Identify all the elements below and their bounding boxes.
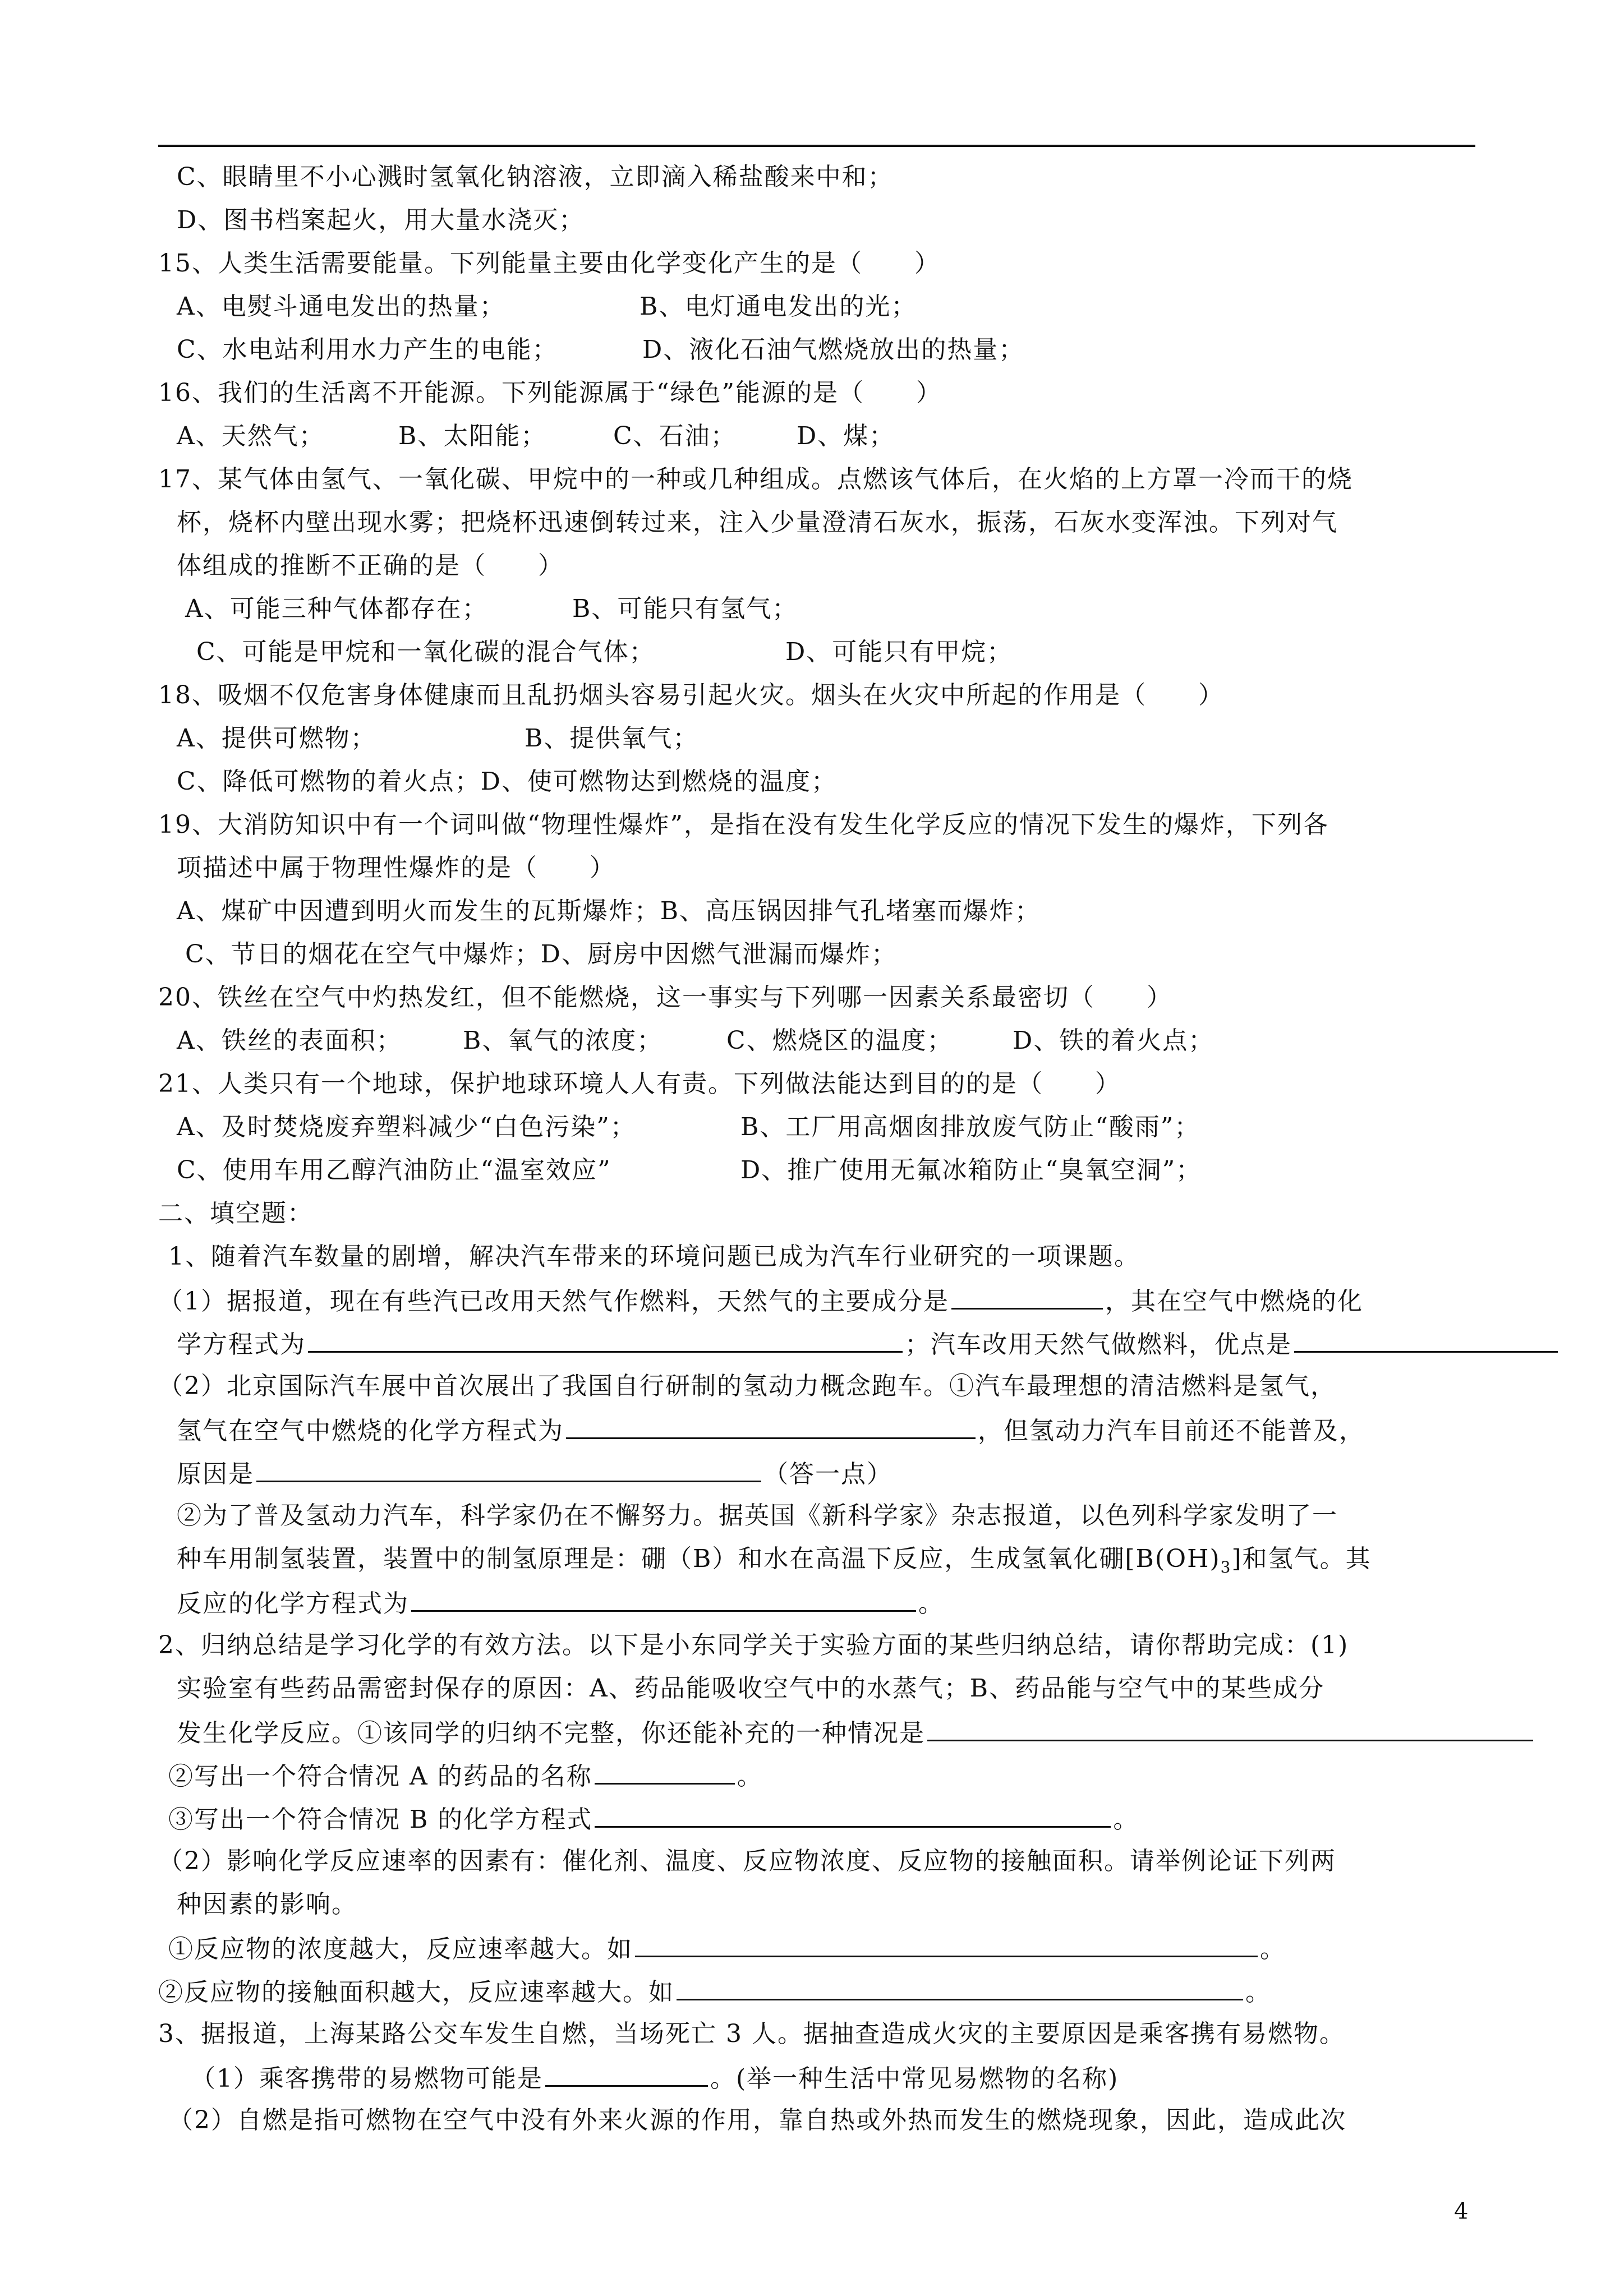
- fill-q1-part2-line5: [177, 1542, 1372, 1576]
- text-segment: 反应的化学方程式为: [177, 1589, 409, 1618]
- q19-stem-line2: 项描述中属于物理性爆炸的是（ ）: [177, 854, 615, 882]
- text-segment: ②写出一个符合情况 A 的药品的名称: [168, 1762, 592, 1791]
- answer-blank[interactable]: [635, 1931, 1258, 1957]
- fill-q1-part1-line1: [158, 1283, 1363, 1317]
- text-segment: （1）乘客携带的易燃物可能是: [191, 2064, 543, 2093]
- q20-stem: 20、铁丝在空气中灼热发红，但不能燃烧，这一事实与下列哪一因素关系最密切（ ）: [158, 983, 1172, 1012]
- text-segment: 。(举一种生活中常见易燃物的名称): [710, 2064, 1119, 2093]
- q21-stem: 21、人类只有一个地球，保护地球环境人人有责。下列做法能达到目的的是（ ）: [158, 1069, 1121, 1098]
- fill-q1-part2-line1: （2）北京国际汽车展中首次展出了我国自行研制的氢动力概念跑车。①汽车最理想的清洁燃料是氢气，: [158, 1372, 1336, 1400]
- q18-stem: 18、吸烟不仅危害身体健康而且乱扔烟头容易引起火灾。烟头在火灾中所起的作用是（ ）: [158, 681, 1224, 709]
- q21-option-a: A、及时焚烧废弃塑料减少“白色污染”；: [177, 1113, 636, 1141]
- q17-stem-line3: 体组成的推断不正确的是（ ）: [177, 551, 564, 580]
- answer-blank[interactable]: [927, 1715, 1533, 1741]
- q17-option-b: B、可能只有氢气；: [572, 594, 798, 623]
- q20-option-b: B、氧气的浓度；: [463, 1026, 663, 1055]
- text-segment: 种车用制氢装置，装置中的制氢原理是：硼（B）和水在高温下反应，生成氢氧化硼[B(OH): [177, 1545, 1221, 1573]
- section-heading-fill-blank: 二、填空题：: [158, 1199, 313, 1228]
- q20-option-d: D、铁的着火点；: [1013, 1026, 1214, 1055]
- fill-q1-stem: 1、随着汽车数量的剧增，解决汽车带来的环境问题已成为汽车行业研究的一项课题。: [168, 1242, 1140, 1271]
- fill-q2-part2-line2: 种因素的影响。: [177, 1890, 357, 1919]
- q17-option-a: A、可能三种气体都存在；: [185, 594, 488, 623]
- q14-option-d: D、图书档案起火，用大量水浇灭；: [177, 206, 585, 234]
- fill-q1-part1-line2: [177, 1326, 1560, 1360]
- q20-option-a: A、铁丝的表面积；: [177, 1026, 402, 1055]
- q16-stem: 16、我们的生活离不开能源。下列能源属于“绿色”能源的是（ ）: [158, 379, 942, 407]
- q18-options-cd: C、降低可燃物的着火点；D、使可燃物达到燃烧的温度；: [177, 767, 837, 796]
- q16-option-b: B、太阳能；: [398, 422, 547, 450]
- q15-option-d: D、液化石油气燃烧放出的热量；: [642, 335, 1025, 364]
- q17-option-c: C、可能是甲烷和一氧化碳的混合气体；: [196, 638, 655, 666]
- answer-blank[interactable]: [411, 1585, 916, 1612]
- answer-blank[interactable]: [595, 1801, 1111, 1828]
- text-segment: ]和氢气。其: [1231, 1545, 1372, 1573]
- q18-option-a: A、提供可燃物；: [177, 724, 376, 753]
- q16-option-c: C、石油；: [613, 422, 737, 450]
- text-segment: 。: [1245, 1978, 1271, 2007]
- fill-q2-stem-line2: 实验室有些药品需密封保存的原因：A、药品能吸收空气中的水蒸气；B、药品能与空气中的某些成分: [177, 1674, 1325, 1703]
- answer-blank[interactable]: [595, 1758, 735, 1785]
- q15-option-c: C、水电站利用水力产生的电能；: [177, 335, 558, 364]
- answer-blank[interactable]: [677, 1974, 1243, 2000]
- fill-q2-item2: [168, 1758, 763, 1792]
- q17-stem-line2: 杯，烧杯内壁出现水雾；把烧杯迅速倒转过来，注入少量澄清石灰水，振荡，石灰水变浑浊。下列对气: [177, 508, 1338, 537]
- text-segment: ③写出一个符合情况 B 的化学方程式: [168, 1805, 593, 1834]
- text-segment: ②反应物的接触面积越大，反应速率越大。如: [158, 1978, 674, 2007]
- q18-option-b: B、提供氧气；: [525, 724, 699, 753]
- fill-q3-stem: 3、据报道，上海某路公交车发生自燃，当场死亡 3 人。据抽查造成火灾的主要原因是乘客携有易燃物。: [158, 2020, 1345, 2048]
- fill-q1-part2-line6: [177, 1585, 944, 1619]
- q17-stem-line1: 17、某气体由氢气、一氧化碳、甲烷中的一种或几种组成。点燃该气体后，在火焰的上方罩一冷而干的烧: [158, 465, 1353, 494]
- answer-blank[interactable]: [308, 1326, 903, 1353]
- page-number: 4: [1454, 2198, 1469, 2224]
- q15-stem: 15、人类生活需要能量。下列能量主要由化学变化产生的是（ ）: [158, 249, 940, 278]
- fill-q1-part2-line2: [177, 1413, 1365, 1446]
- text-segment: ，但氢动力汽车目前还不能普及，: [978, 1417, 1365, 1445]
- q16-option-d: D、煤；: [797, 422, 895, 450]
- text-segment: 。: [1260, 1935, 1286, 1963]
- text-segment: 。: [1113, 1805, 1139, 1834]
- answer-blank[interactable]: [566, 1413, 976, 1439]
- fill-q2-part2-item1: [168, 1931, 1286, 1965]
- fill-q1-part2-line4: ②为了普及氢动力汽车，科学家仍在不懈努力。据英国《新科学家》杂志报道，以色列科学家发明了一: [177, 1501, 1338, 1530]
- text-segment: ①反应物的浓度越大，反应速率越大。如: [168, 1935, 633, 1963]
- text-segment: 。: [737, 1762, 763, 1791]
- text-segment: 原因是: [177, 1460, 254, 1488]
- fill-q3-part2: （2）自燃是指可燃物在空气中没有外来火源的作用，靠自热或外热而发生的燃烧现象，因此，造成此次: [168, 2106, 1346, 2134]
- q20-option-c: C、燃烧区的温度；: [726, 1026, 953, 1055]
- text-segment: 学方程式为: [177, 1330, 306, 1359]
- fill-q2-stem-line1: 2、归纳总结是学习化学的有效方法。以下是小东同学关于实验方面的某些归纳总结，请你帮助完成：(1): [158, 1631, 1349, 1659]
- fill-q3-part1: [191, 2060, 1119, 2094]
- text-segment: ；汽车改用天然气做燃料，优点是: [905, 1330, 1292, 1359]
- text-segment: 氢气在空气中燃烧的化学方程式为: [177, 1417, 564, 1445]
- q14-option-c: C、眼睛里不小心溅时氢氧化钠溶液，立即滴入稀盐酸来中和；: [177, 163, 894, 191]
- answer-blank[interactable]: [545, 2060, 708, 2087]
- answer-blank[interactable]: [1294, 1326, 1558, 1353]
- text-segment: 发生化学反应。①该同学的归纳不完整，你还能补充的一种情况是: [177, 1719, 925, 1748]
- text-segment: （答一点）: [763, 1460, 892, 1488]
- q21-option-c: C、使用车用乙醇汽油防止“温室效应”: [177, 1156, 611, 1184]
- text-segment: 。: [918, 1589, 944, 1618]
- answer-blank[interactable]: [951, 1283, 1103, 1310]
- fill-q1-part2-line3: [177, 1456, 892, 1490]
- header-rule: [158, 145, 1475, 147]
- text-segment: （1）据报道，现在有些汽已改用天然气作燃料，天然气的主要成分是: [158, 1287, 949, 1316]
- q16-option-a: A、天然气；: [177, 422, 325, 450]
- q21-option-d: D、推广使用无氟冰箱防止“臭氧空洞”；: [740, 1156, 1202, 1184]
- q17-option-d: D、可能只有甲烷；: [785, 638, 1013, 666]
- answer-blank[interactable]: [256, 1456, 761, 1482]
- q21-option-b: B、工厂用高烟囱排放废气防止“酸雨”；: [740, 1113, 1200, 1141]
- fill-q2-stem-line3: [177, 1715, 1535, 1749]
- q15-option-b: B、电灯通电发出的光；: [640, 292, 917, 321]
- subscript: 3: [1220, 1557, 1232, 1576]
- q19-stem-line1: 19、大消防知识中有一个词叫做“物理性爆炸”，是指在没有发生化学反应的情况下发生的爆炸，下列各: [158, 810, 1329, 839]
- fill-q2-item3: [168, 1801, 1139, 1835]
- q19-options-ab: A、煤矿中因遭到明火而发生的瓦斯爆炸；B、高压锅因排气孔堵塞而爆炸；: [177, 897, 1041, 925]
- fill-q2-part2-item2: [158, 1974, 1271, 2008]
- text-segment: ，其在空气中燃烧的化: [1105, 1287, 1363, 1316]
- q19-options-cd: C、节日的烟花在空气中爆炸；D、厨房中因燃气泄漏而爆炸；: [185, 940, 897, 969]
- q15-option-a: A、电熨斗通电发出的热量；: [177, 292, 505, 321]
- fill-q2-part2-line1: （2）影响化学反应速率的因素有：催化剂、温度、反应物浓度、反应物的接触面积。请举例论证下列两: [158, 1847, 1336, 1875]
